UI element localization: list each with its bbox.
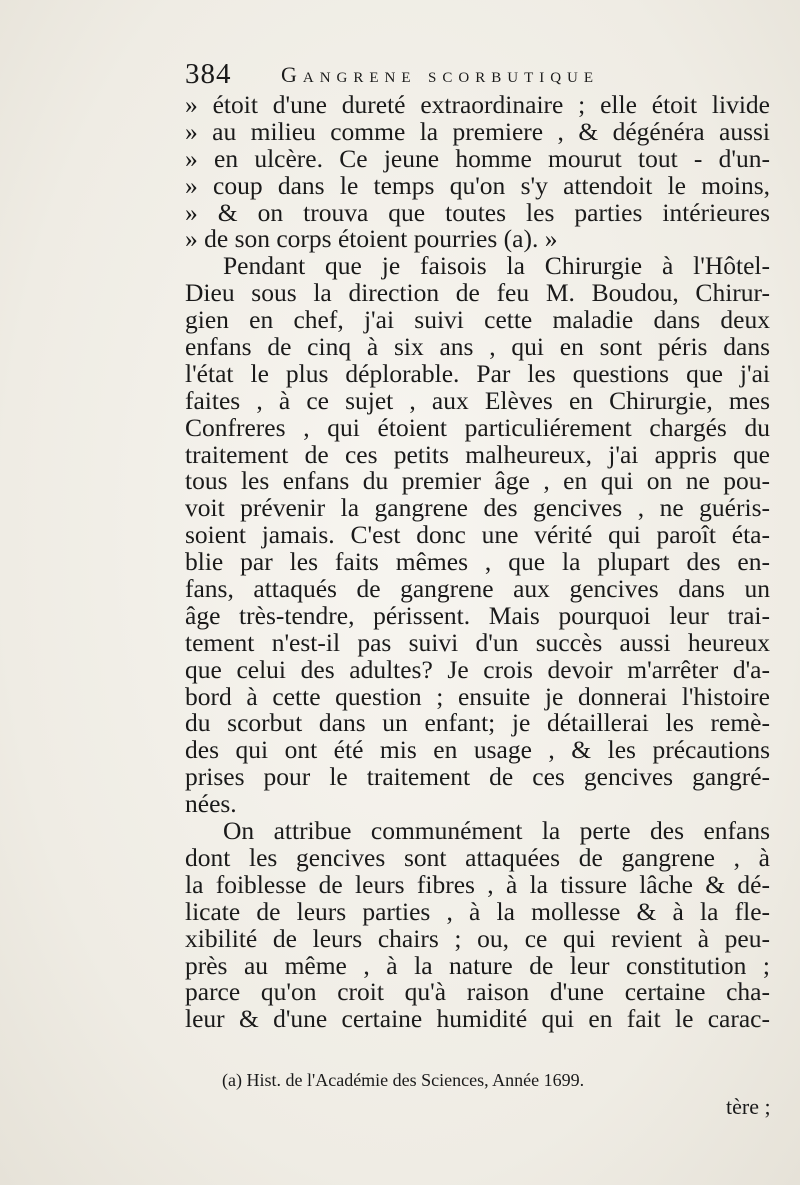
running-head: Gangrene scorbutique [281,62,600,87]
text-line: traitement de ces petits malheureux, j'ai appris que [185,439,770,469]
text-line: Dieu sous la direction de feu M. Boudou, Chirur- [185,278,770,308]
page-number: 384 [185,58,232,90]
text-line: prises pour le traitement de ces gencives gangré- [185,762,770,792]
text-line: » coup dans le temps qu'on s'y attendoit le moins, [185,170,770,200]
text-line: gien en chef, j'ai suivi cette maladie dans deux [185,305,770,335]
text-line: licate de leurs parties , à la mollesse & à la fle- [185,896,770,926]
text-line: fans, attaqués de gangrene aux gencives dans un [185,574,770,604]
text-line: bord à cette question ; ensuite je donnerai l'histoire [185,681,770,711]
text-line: nées. [185,789,237,819]
paragraph-start-line: Pendant que je faisois la Chirurgie à l'Hôtel- [223,251,770,281]
text-line: leur & d'une certaine humidité qui en fait le carac- [185,1004,770,1034]
text-line: » au milieu comme la premiere , & dégénéra aussi [185,116,770,146]
page-header [185,58,785,92]
text-line: du scorbut dans un enfant; je détaillerai les remè- [185,708,770,738]
text-line: âge très-tendre, périssent. Mais pourquoi leur trai- [185,600,770,630]
text-line: la foiblesse de leurs fibres , à la tissure lâche & dé- [185,869,770,899]
text-line: tous les enfans du premier âge , en qui on ne pou- [185,466,770,496]
text-line: dont les gencives sont attaquées de gangrene , à [185,842,770,872]
text-line: » & on trouva que toutes les parties intérieures [185,197,770,227]
text-line: que celui des adultes? Je crois devoir m'arrêter d'a- [185,654,770,684]
text-line: » de son corps étoient pourries (a). » [185,224,558,254]
catchword: tère ; [726,1094,771,1119]
text-line: » en ulcère. Ce jeune homme mourut tout - d'un- [185,143,770,173]
text-line: Confreres , qui étoient particuliérement chargés du [185,412,770,442]
text-line: enfans de cinq à six ans , qui en sont péris dans [185,332,770,362]
text-line: l'état le plus déplorable. Par les questions que j'ai [185,358,770,388]
body-text [185,92,770,1033]
text-line: près au même , à la nature de leur constitution ; [185,950,770,980]
text-line: tement n'est-il pas suivi d'un succès aussi heureux [185,627,770,657]
text-line: » étoit d'une dureté extraordinaire ; elle étoit livide [185,90,770,119]
text-line: des qui ont été mis en usage , & les précautions [185,735,770,765]
text-line: blie par les faits mêmes , que la plupart des en- [185,547,770,577]
text-line: parce qu'on croit qu'à raison d'une certaine cha- [185,977,770,1007]
text-line: xibilité de leurs chairs ; ou, ce qui revient à peu- [185,923,770,953]
text-line: faites , à ce sujet , aux Elèves en Chirurgie, mes [185,385,770,415]
paragraph-start-line: On attribue communément la perte des enfans [223,816,770,846]
text-line: soient jamais. C'est donc une vérité qui paroît éta- [185,520,770,550]
footnote: (a) Hist. de l'Académie des Sciences, Année 1699. [222,1070,585,1090]
text-line: voit prévenir la gangrene des gencives , ne guéris- [185,493,770,523]
